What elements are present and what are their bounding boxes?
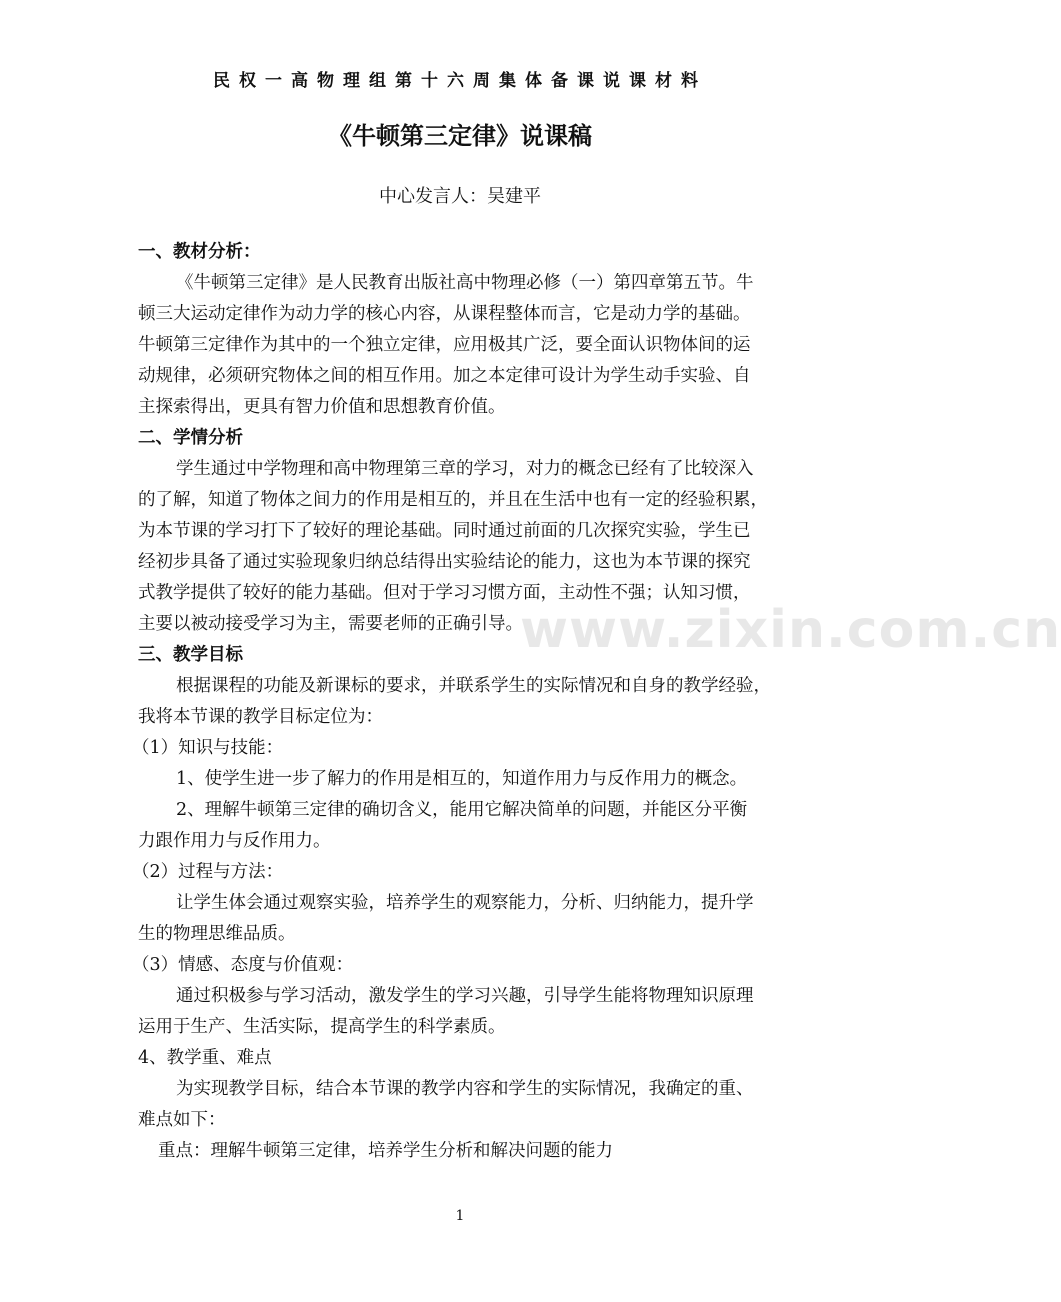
document-header: 民权一高物理组第十六周集体备课说课材料 [213, 71, 707, 91]
paragraph-line: 我将本节课的教学目标定位为： [138, 707, 383, 727]
paragraph-line: （3）情感、态度与价值观： [132, 955, 354, 975]
page-number: 1 [455, 1208, 465, 1224]
paragraph-line: 难点如下： [138, 1110, 226, 1130]
paragraph-line: 1、使学生进一步了解力的作用是相互的，知道作用力与反作用力的概念。 [176, 769, 748, 789]
paragraph-line: 主要以被动接受学习为主，需要老师的正确引导。 [138, 614, 523, 634]
paragraph-line: 根据课程的功能及新课标的要求，并联系学生的实际情况和自身的教学经验， [176, 676, 771, 696]
paragraph-line: 顿三大运动定律作为动力学的核心内容，从课程整体而言，它是动力学的基础。 [138, 304, 751, 324]
section-heading: 二、学情分析 [138, 428, 243, 448]
paragraph-line: 重点：理解牛顿第三定律，培养学生分析和解决问题的能力 [158, 1141, 613, 1161]
paragraph-line: 生的物理思维品质。 [138, 924, 296, 944]
document-title: 《牛顿第三定律》说课稿 [328, 122, 592, 150]
speaker-line: 中心发言人：吴建平 [379, 186, 541, 207]
paragraph-line: 为本节课的学习打下了较好的理论基础。同时通过前面的几次探究实验，学生已 [138, 521, 751, 541]
section-heading: 三、教学目标 [138, 645, 243, 665]
paragraph-line: 牛顿第三定律作为其中的一个独立定律，应用极其广泛，要全面认识物体间的运 [138, 335, 751, 355]
paragraph-line: 4、教学重、难点 [138, 1048, 272, 1068]
paragraph-line: （2）过程与方法： [132, 862, 284, 882]
paragraph-line: 主探索得出，更具有智力价值和思想教育价值。 [138, 397, 506, 417]
document-body [132, 237, 786, 1167]
paragraph-line: 学生通过中学物理和高中物理第三章的学习，对力的概念已经有了比较深入 [176, 459, 754, 479]
paragraph-line: 式教学提供了较好的能力基础。但对于学习习惯方面，主动性不强；认知习惯， [138, 583, 751, 603]
paragraph-line: 2、理解牛顿第三定律的确切含义，能用它解决简单的问题，并能区分平衡 [176, 800, 748, 820]
paragraph-line: 动规律，必须研究物体之间的相互作用。加之本定律可设计为学生动手实验、自 [138, 366, 751, 386]
watermark: www.zixin.com.cn [520, 600, 1061, 660]
paragraph-line: 为实现教学目标，结合本节课的教学内容和学生的实际情况，我确定的重、 [176, 1079, 754, 1099]
paragraph-line: 让学生体会通过观察实验，培养学生的观察能力，分析、归纳能力，提升学 [176, 893, 754, 913]
paragraph-line: 力跟作用力与反作用力。 [138, 831, 331, 851]
paragraph-line: 《牛顿第三定律》是人民教育出版社高中物理必修（一）第四章第五节。牛 [176, 273, 754, 293]
paragraph-line: 的了解，知道了物体之间力的作用是相互的，并且在生活中也有一定的经验积累， [138, 490, 768, 510]
section-heading: 一、教材分析： [138, 242, 261, 262]
paragraph-line: 通过积极参与学习活动，激发学生的学习兴趣，引导学生能将物理知识原理 [176, 986, 754, 1006]
paragraph-line: 运用于生产、生活实际，提高学生的科学素质。 [138, 1017, 506, 1037]
paragraph-line: 经初步具备了通过实验现象归纳总结得出实验结论的能力，这也为本节课的探究 [138, 552, 751, 572]
paragraph-line: （1）知识与技能： [132, 738, 284, 758]
